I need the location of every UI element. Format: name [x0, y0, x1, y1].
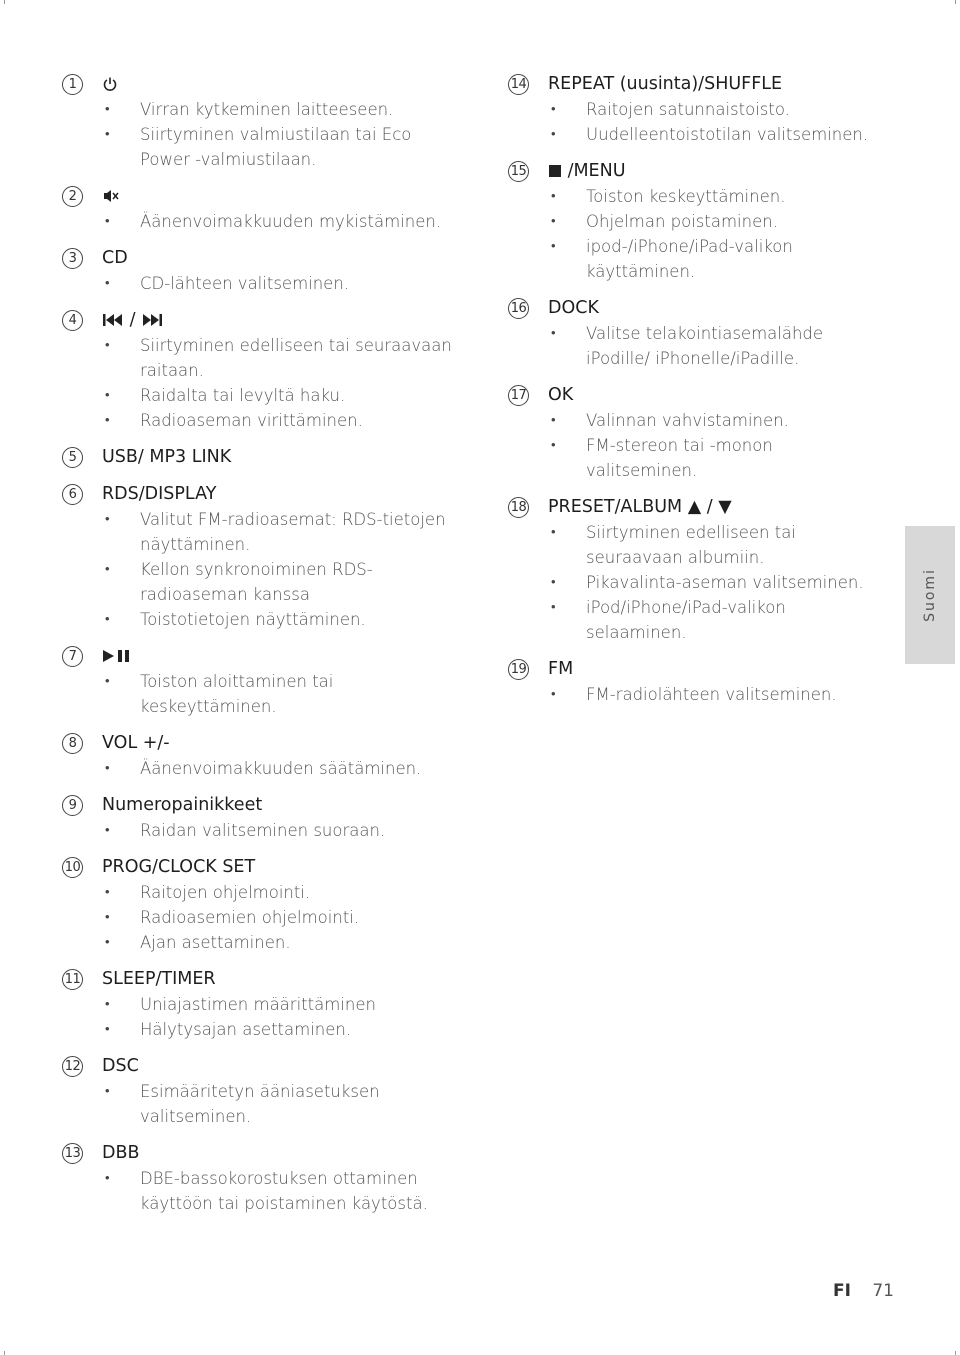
- bullet-text: Raidan valitseminen suoraan.: [140, 821, 386, 840]
- control-item: [62, 1141, 462, 1228]
- page-number: 71: [872, 1281, 894, 1301]
- control-item-heading: [508, 657, 888, 682]
- bullet-dot: •: [105, 388, 110, 403]
- bullet-text: Uudelleentoistotilan valitseminen.: [586, 125, 869, 144]
- control-item: [508, 159, 888, 296]
- bullet-list: [62, 756, 462, 781]
- key-text: PRESET/ALBUM ▲ / ▼: [548, 497, 732, 517]
- item-number-badge: 15: [508, 161, 529, 182]
- bullet-list: [62, 1079, 462, 1129]
- bullet-list: [508, 97, 888, 147]
- bullet-list: [62, 669, 462, 719]
- bullet-text: Ajan asettaminen.: [140, 933, 291, 952]
- control-item: [62, 184, 462, 246]
- item-number-badge: 10: [62, 857, 83, 878]
- bullet-text: Hälytysajan asettaminen.: [140, 1020, 352, 1039]
- bullet-list: [62, 271, 462, 296]
- bullet-list: [508, 321, 888, 371]
- bullet-item: [62, 756, 462, 781]
- key-text: FM: [548, 659, 574, 679]
- bullet-dot: •: [105, 997, 110, 1012]
- key-text: /: [124, 310, 142, 330]
- bullet-item: [62, 383, 462, 408]
- item-number-badge: 18: [508, 497, 529, 518]
- bullet-item: [62, 209, 462, 234]
- bullet-dot: •: [105, 1022, 110, 1037]
- key-text: DSC: [102, 1056, 139, 1076]
- bullet-item: [508, 595, 888, 645]
- bullet-item: [508, 97, 888, 122]
- bullet-list: [62, 880, 462, 955]
- bullet-item: [62, 1017, 462, 1042]
- bullet-dot: •: [105, 885, 110, 900]
- key-text: PROG/CLOCK SET: [102, 857, 256, 877]
- bullet-dot: •: [105, 102, 110, 117]
- control-key-label: [102, 731, 170, 756]
- bullet-item: [508, 184, 888, 209]
- bullet-item: [508, 570, 888, 595]
- control-item: [62, 246, 462, 308]
- control-item-heading: [508, 159, 888, 184]
- bullet-dot: •: [551, 189, 556, 204]
- bullet-dot: •: [105, 910, 110, 925]
- play-pause-icon: [102, 646, 132, 666]
- bullet-list: [62, 209, 462, 234]
- control-item: [62, 72, 462, 184]
- control-key-label: [102, 793, 262, 818]
- bullet-dot: •: [105, 512, 110, 527]
- control-item-heading: [62, 793, 462, 818]
- page-footer: [833, 1281, 894, 1301]
- language-side-tab: [905, 526, 955, 664]
- item-number-badge: 6: [62, 484, 83, 505]
- item-number-badge: 11: [62, 969, 83, 990]
- bullet-item: [62, 1166, 462, 1216]
- control-key-label: [548, 495, 732, 520]
- bullet-text: Äänenvoimakkuuden säätäminen.: [140, 759, 422, 778]
- bullet-text: Raidalta tai levyltä haku.: [140, 386, 346, 405]
- control-item-heading: [62, 482, 462, 507]
- crop-mark: [955, 1351, 956, 1355]
- bullet-dot: •: [551, 127, 556, 142]
- bullet-text: DBE-bassokorostuksen ottaminen käyttöön tai poistaminen käytöstä.: [140, 1169, 428, 1213]
- bullet-item: [62, 992, 462, 1017]
- bullet-item: [508, 321, 888, 371]
- bullet-dot: •: [105, 761, 110, 776]
- item-number-badge: 13: [62, 1143, 83, 1164]
- left-column: [62, 72, 462, 1228]
- bullet-list: [62, 818, 462, 843]
- bullet-text: Uniajastimen määrittäminen: [140, 995, 376, 1014]
- bullet-text: Raitojen ohjelmointi.: [140, 883, 311, 902]
- bullet-dot: •: [551, 413, 556, 428]
- bullet-dot: •: [551, 326, 556, 341]
- control-item: [508, 657, 888, 719]
- control-item: [508, 296, 888, 383]
- control-key-label: [102, 855, 255, 880]
- control-key-label: [102, 72, 118, 97]
- control-item: [62, 793, 462, 855]
- item-number-badge: 19: [508, 659, 529, 680]
- control-item-heading: [62, 184, 462, 209]
- bullet-dot: •: [551, 102, 556, 117]
- control-key-label: [548, 383, 573, 408]
- control-key-label: [102, 184, 120, 209]
- bullet-dot: •: [105, 612, 110, 627]
- bullet-text: Äänenvoimakkuuden mykistäminen.: [140, 212, 442, 231]
- bullet-text: Kellon synkronoiminen RDS-radioaseman kanssa: [140, 560, 373, 604]
- control-key-label: [548, 159, 626, 184]
- bullet-text: FM-stereon tai -monon valitseminen.: [586, 436, 773, 480]
- key-text: VOL +/-: [102, 733, 170, 753]
- control-item-heading: [62, 445, 462, 470]
- bullet-text: Toiston aloittaminen tai keskeyttäminen.: [140, 672, 334, 716]
- control-item-heading: [508, 296, 888, 321]
- bullet-dot: •: [105, 674, 110, 689]
- bullet-item: [62, 271, 462, 296]
- bullet-text: FM-radiolähteen valitseminen.: [586, 685, 837, 704]
- bullet-item: [508, 408, 888, 433]
- bullet-text: iPod/iPhone/iPad-valikon selaaminen.: [586, 598, 786, 642]
- previous-track-icon: [102, 310, 124, 330]
- control-item-heading: [508, 495, 888, 520]
- bullet-item: [508, 209, 888, 234]
- item-number-badge: 7: [62, 646, 83, 667]
- bullet-dot: •: [105, 214, 110, 229]
- bullet-item: [62, 880, 462, 905]
- control-item-heading: [62, 308, 462, 333]
- bullet-item: [508, 433, 888, 483]
- control-item: [62, 967, 462, 1054]
- crop-mark: [4, 1351, 5, 1355]
- item-number-badge: 14: [508, 74, 529, 95]
- control-item-heading: [62, 644, 462, 669]
- key-text: /MENU: [562, 161, 626, 181]
- item-number-badge: 4: [62, 310, 83, 331]
- bullet-text: Toiston keskeyttäminen.: [586, 187, 786, 206]
- mute-icon: [102, 186, 120, 206]
- bullet-text: CD-lähteen valitseminen.: [140, 274, 350, 293]
- bullet-item: [62, 930, 462, 955]
- bullet-text: Toistotietojen näyttäminen.: [140, 610, 366, 629]
- bullet-item: [508, 682, 888, 707]
- bullet-dot: •: [551, 239, 556, 254]
- bullet-item: [62, 818, 462, 843]
- footer-language: FI: [833, 1281, 851, 1301]
- bullet-item: [62, 97, 462, 122]
- next-track-icon: [141, 310, 163, 330]
- bullet-list: [62, 333, 462, 433]
- key-text: SLEEP/TIMER: [102, 969, 216, 989]
- control-item-heading: [508, 72, 888, 97]
- bullet-list: [62, 507, 462, 632]
- control-key-label: [548, 72, 782, 97]
- key-text: USB/ MP3 LINK: [102, 447, 232, 467]
- bullet-item: [508, 520, 888, 570]
- bullet-dot: •: [105, 1084, 110, 1099]
- key-text: OK: [548, 385, 574, 405]
- bullet-text: Valitut FM-radioasemat: RDS-tietojen näyttäminen.: [140, 510, 446, 554]
- control-key-label: [102, 308, 163, 333]
- bullet-dot: •: [105, 338, 110, 353]
- control-key-label: [102, 644, 132, 669]
- control-item-heading: [508, 383, 888, 408]
- control-key-label: [102, 445, 231, 470]
- item-number-badge: 3: [62, 248, 83, 269]
- bullet-list: [508, 184, 888, 284]
- control-key-label: [548, 296, 599, 321]
- bullet-item: [62, 408, 462, 433]
- control-item: [508, 495, 888, 657]
- key-text: Numeropainikkeet: [102, 795, 263, 815]
- control-key-label: [102, 1054, 139, 1079]
- bullet-dot: •: [551, 525, 556, 540]
- bullet-text: Raitojen satunnaistoisto.: [586, 100, 790, 119]
- item-number-badge: 8: [62, 733, 83, 754]
- bullet-text: Ohjelman poistaminen.: [586, 212, 778, 231]
- bullet-text: Pikavalinta-aseman valitseminen.: [586, 573, 864, 592]
- bullet-list: [62, 1166, 462, 1216]
- bullet-item: [62, 122, 462, 172]
- control-key-label: [102, 482, 216, 507]
- bullet-item: [62, 1079, 462, 1129]
- bullet-list: [508, 520, 888, 645]
- bullet-text: ipod-/iPhone/iPad-valikon käyttäminen.: [586, 237, 793, 281]
- control-item: [62, 644, 462, 731]
- bullet-text: Valinnan vahvistaminen.: [586, 411, 789, 430]
- stop-icon: [548, 161, 562, 181]
- control-item: [62, 482, 462, 644]
- bullet-dot: •: [551, 575, 556, 590]
- bullet-item: [508, 122, 888, 147]
- crop-mark: [4, 0, 5, 4]
- control-item: [508, 72, 888, 159]
- bullet-item: [62, 607, 462, 632]
- item-number-badge: 2: [62, 186, 83, 207]
- item-number-badge: 1: [62, 74, 83, 95]
- bullet-dot: •: [551, 438, 556, 453]
- bullet-dot: •: [105, 413, 110, 428]
- control-key-label: [102, 1141, 140, 1166]
- bullet-dot: •: [551, 600, 556, 615]
- bullet-dot: •: [105, 823, 110, 838]
- right-column: [508, 72, 888, 719]
- item-number-badge: 9: [62, 795, 83, 816]
- control-item: [62, 445, 462, 482]
- control-key-label: [548, 657, 573, 682]
- bullet-item: [62, 905, 462, 930]
- control-item: [62, 731, 462, 793]
- bullet-item: [508, 234, 888, 284]
- item-number-badge: 17: [508, 385, 529, 406]
- bullet-dot: •: [105, 935, 110, 950]
- control-item-heading: [62, 72, 462, 97]
- control-item-heading: [62, 246, 462, 271]
- control-item-heading: [62, 1141, 462, 1166]
- item-number-badge: 16: [508, 298, 529, 319]
- bullet-text: Siirtyminen valmiustilaan tai Eco Power -valmiustilaan.: [140, 125, 412, 169]
- key-text: DBB: [102, 1143, 140, 1163]
- key-text: REPEAT (uusinta)/SHUFFLE: [548, 74, 783, 94]
- bullet-dot: •: [551, 214, 556, 229]
- control-item-heading: [62, 1054, 462, 1079]
- bullet-dot: •: [551, 687, 556, 702]
- control-item: [62, 308, 462, 445]
- control-item-heading: [62, 967, 462, 992]
- bullet-list: [508, 682, 888, 707]
- crop-mark: [955, 0, 956, 4]
- item-number-badge: 5: [62, 447, 83, 468]
- bullet-item: [62, 507, 462, 557]
- item-number-badge: 12: [62, 1056, 83, 1077]
- bullet-text: Esimääritetyn ääniasetuksen valitseminen.: [140, 1082, 380, 1126]
- control-item: [62, 1054, 462, 1141]
- bullet-dot: •: [105, 1171, 110, 1186]
- bullet-dot: •: [105, 127, 110, 142]
- key-text: DOCK: [548, 298, 599, 318]
- bullet-dot: •: [105, 562, 110, 577]
- bullet-item: [62, 669, 462, 719]
- power-icon: [102, 74, 118, 94]
- bullet-text: Radioasemien ohjelmointi.: [140, 908, 360, 927]
- bullet-text: Siirtyminen edelliseen tai seuraavaan raitaan.: [140, 336, 452, 380]
- bullet-text: Valitse telakointiasemalähde iPodille/ iPhonelle/iPadille.: [586, 324, 824, 368]
- bullet-list: [62, 97, 462, 172]
- bullet-list: [508, 408, 888, 483]
- control-key-label: [102, 967, 216, 992]
- control-item: [508, 383, 888, 495]
- bullet-text: Radioaseman virittäminen.: [140, 411, 363, 430]
- bullet-list: [62, 992, 462, 1042]
- control-item-heading: [62, 855, 462, 880]
- control-item: [62, 855, 462, 967]
- key-text: RDS/DISPLAY: [102, 484, 217, 504]
- control-key-label: [102, 246, 128, 271]
- bullet-item: [62, 557, 462, 607]
- bullet-text: Siirtyminen edelliseen tai seuraavaan albumiin.: [586, 523, 796, 567]
- bullet-text: Virran kytkeminen laitteeseen.: [140, 100, 394, 119]
- side-tab-label: Suomi: [922, 568, 938, 622]
- key-text: CD: [102, 248, 128, 268]
- bullet-item: [62, 333, 462, 383]
- control-item-heading: [62, 731, 462, 756]
- bullet-dot: •: [105, 276, 110, 291]
